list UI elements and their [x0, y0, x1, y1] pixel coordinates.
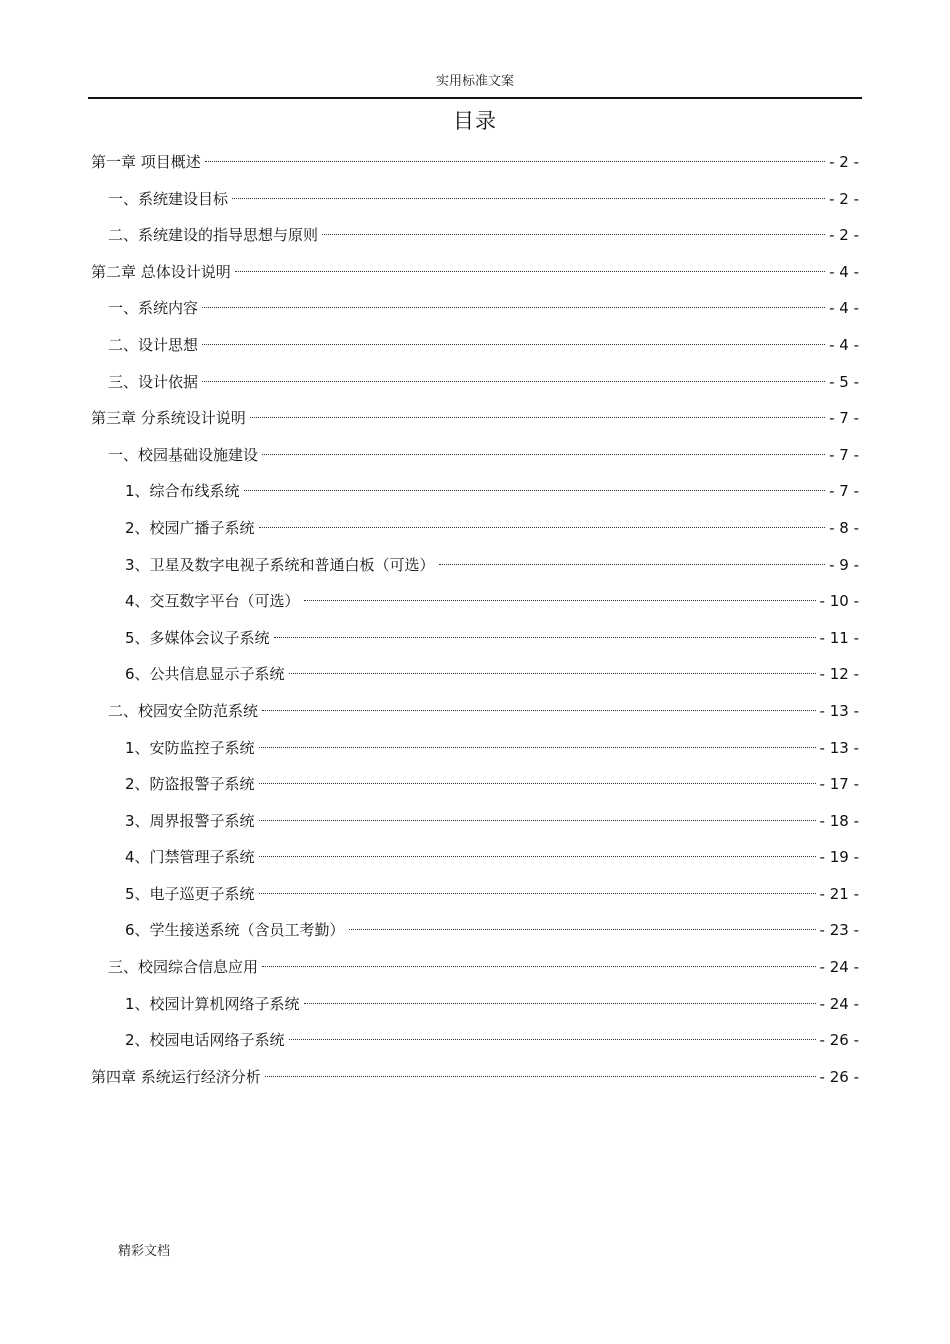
- toc-entry-title: 1、综合布线系统: [125, 482, 240, 501]
- toc-entry[interactable]: [88, 876, 859, 913]
- toc-entry[interactable]: [88, 217, 859, 254]
- toc-dot-leader: [289, 1039, 816, 1040]
- toc-entry-title: 二、校园安全防范系统: [108, 701, 259, 720]
- toc-entry-page-number: - 7 -: [829, 482, 859, 501]
- toc-dot-leader: [349, 929, 816, 930]
- toc-entry-title: 2、校园电话网络子系统: [125, 1031, 285, 1050]
- toc-entry[interactable]: [88, 400, 859, 437]
- toc-dot-leader: [250, 417, 825, 418]
- toc-entry[interactable]: [88, 327, 859, 364]
- toc-entry[interactable]: [88, 766, 859, 803]
- toc-entry[interactable]: [88, 839, 859, 876]
- toc-entry-page-number: - 5 -: [829, 372, 859, 391]
- toc-entry-page-number: - 4 -: [829, 335, 859, 354]
- toc-entry[interactable]: [88, 510, 859, 547]
- toc-entry-title: 3、周界报警子系统: [125, 811, 255, 830]
- toc-dot-leader: [322, 234, 825, 235]
- toc-entry-title: 第三章 分系统设计说明: [91, 409, 246, 428]
- toc-entry-title: 4、门禁管理子系统: [125, 848, 255, 867]
- toc-dot-leader: [304, 1003, 816, 1004]
- toc-entry-title: 第一章 项目概述: [91, 153, 201, 171]
- toc-dot-leader: [202, 344, 825, 345]
- toc-dot-leader: [259, 820, 816, 821]
- toc-entry-page-number: - 24 -: [819, 994, 859, 1013]
- toc-dot-leader: [259, 527, 826, 528]
- toc-entry-page-number: - 4 -: [829, 262, 859, 281]
- toc-dot-leader: [205, 161, 825, 162]
- toc-entry[interactable]: [88, 290, 859, 327]
- page-footer: 精彩文档: [118, 1244, 171, 1259]
- toc-entry[interactable]: [88, 803, 859, 840]
- toc-title: 目录: [453, 109, 497, 133]
- toc-dot-leader: [202, 307, 825, 308]
- toc-dot-leader: [259, 747, 816, 748]
- toc-entry[interactable]: [88, 656, 859, 693]
- toc-dot-leader: [304, 600, 816, 601]
- toc-entry[interactable]: [88, 986, 859, 1023]
- toc-dot-leader: [262, 710, 816, 711]
- toc-entry-page-number: - 2 -: [829, 153, 859, 171]
- toc-entry[interactable]: [88, 364, 859, 401]
- toc-entry[interactable]: [88, 949, 859, 986]
- toc-dot-leader: [259, 783, 816, 784]
- toc-entry-page-number: - 7 -: [829, 445, 859, 464]
- toc-entry-title: 2、校园广播子系统: [125, 518, 255, 537]
- toc-dot-leader: [259, 893, 816, 894]
- toc-entry-title: 6、学生接送系统（含员工考勤）: [125, 921, 345, 940]
- toc-dot-leader: [235, 271, 825, 272]
- toc-entry-title: 三、设计依据: [108, 372, 199, 391]
- toc-dot-leader: [439, 564, 826, 565]
- toc-entry-title: 第二章 总体设计说明: [91, 262, 231, 281]
- toc-entry-page-number: - 23 -: [819, 921, 859, 940]
- toc-dot-leader: [259, 856, 816, 857]
- toc-entry[interactable]: [88, 437, 859, 474]
- toc-dot-leader: [202, 381, 825, 382]
- page-header: 实用标准文案: [435, 74, 514, 89]
- toc-entry-page-number: - 13 -: [819, 738, 859, 757]
- toc-entry-page-number: - 26 -: [819, 1067, 859, 1086]
- toc-entry-page-number: - 8 -: [829, 518, 859, 537]
- toc-entry-title: 一、系统内容: [108, 299, 199, 318]
- toc-entry-page-number: - 13 -: [819, 701, 859, 720]
- toc-entry-title: 3、卫星及数字电视子系统和普通白板（可选）: [125, 555, 435, 574]
- toc-entry-page-number: - 18 -: [819, 811, 859, 830]
- toc-entry[interactable]: [88, 254, 859, 291]
- table-of-contents: [88, 144, 859, 1095]
- toc-entry-page-number: - 9 -: [829, 555, 859, 574]
- toc-entry[interactable]: [88, 620, 859, 657]
- toc-entry-page-number: - 17 -: [819, 775, 859, 794]
- toc-entry[interactable]: [88, 1022, 859, 1059]
- toc-entry[interactable]: [88, 547, 859, 584]
- toc-dot-leader: [262, 966, 816, 967]
- toc-entry-page-number: - 12 -: [819, 665, 859, 684]
- toc-entry-title: 一、校园基础设施建设: [108, 445, 259, 464]
- toc-entry[interactable]: [88, 1059, 859, 1096]
- toc-entry-title: 6、公共信息显示子系统: [125, 665, 285, 684]
- toc-entry-title: 1、安防监控子系统: [125, 738, 255, 757]
- toc-entry-title: 一、系统建设目标: [108, 189, 229, 208]
- toc-entry[interactable]: [88, 693, 859, 730]
- toc-dot-leader: [265, 1076, 816, 1077]
- toc-entry[interactable]: [88, 181, 859, 218]
- toc-entry-page-number: - 2 -: [829, 226, 859, 245]
- toc-entry-title: 1、校园计算机网络子系统: [125, 994, 300, 1013]
- header-divider: [88, 97, 862, 99]
- toc-dot-leader: [289, 673, 816, 674]
- toc-entry-page-number: - 21 -: [819, 884, 859, 903]
- toc-entry[interactable]: [88, 912, 859, 949]
- toc-entry-page-number: - 2 -: [829, 189, 859, 208]
- toc-entry[interactable]: [88, 473, 859, 510]
- toc-entry[interactable]: [88, 730, 859, 767]
- toc-entry-page-number: - 19 -: [819, 848, 859, 867]
- toc-entry-title: 5、电子巡更子系统: [125, 884, 255, 903]
- toc-entry[interactable]: [88, 583, 859, 620]
- toc-entry-page-number: - 7 -: [829, 409, 859, 428]
- toc-entry-page-number: - 24 -: [819, 958, 859, 977]
- toc-entry-page-number: - 4 -: [829, 299, 859, 318]
- toc-entry-title: 三、校园综合信息应用: [108, 958, 259, 977]
- toc-entry-title: 第四章 系统运行经济分析: [91, 1067, 261, 1086]
- toc-dot-leader: [262, 454, 825, 455]
- toc-entry-title: 4、交互数字平台（可选）: [125, 592, 300, 611]
- toc-entry-title: 二、设计思想: [108, 335, 199, 354]
- toc-entry-title: 2、防盗报警子系统: [125, 775, 255, 794]
- toc-dot-leader: [232, 198, 825, 199]
- toc-entry-page-number: - 11 -: [819, 628, 859, 647]
- toc-entry-page-number: - 10 -: [819, 592, 859, 611]
- toc-entry-page-number: - 26 -: [819, 1031, 859, 1050]
- toc-dot-leader: [274, 637, 816, 638]
- toc-entry-title: 5、多媒体会议子系统: [125, 628, 270, 647]
- toc-entry-title: 二、系统建设的指导思想与原则: [108, 226, 319, 245]
- toc-dot-leader: [244, 490, 826, 491]
- toc-entry[interactable]: [88, 144, 859, 181]
